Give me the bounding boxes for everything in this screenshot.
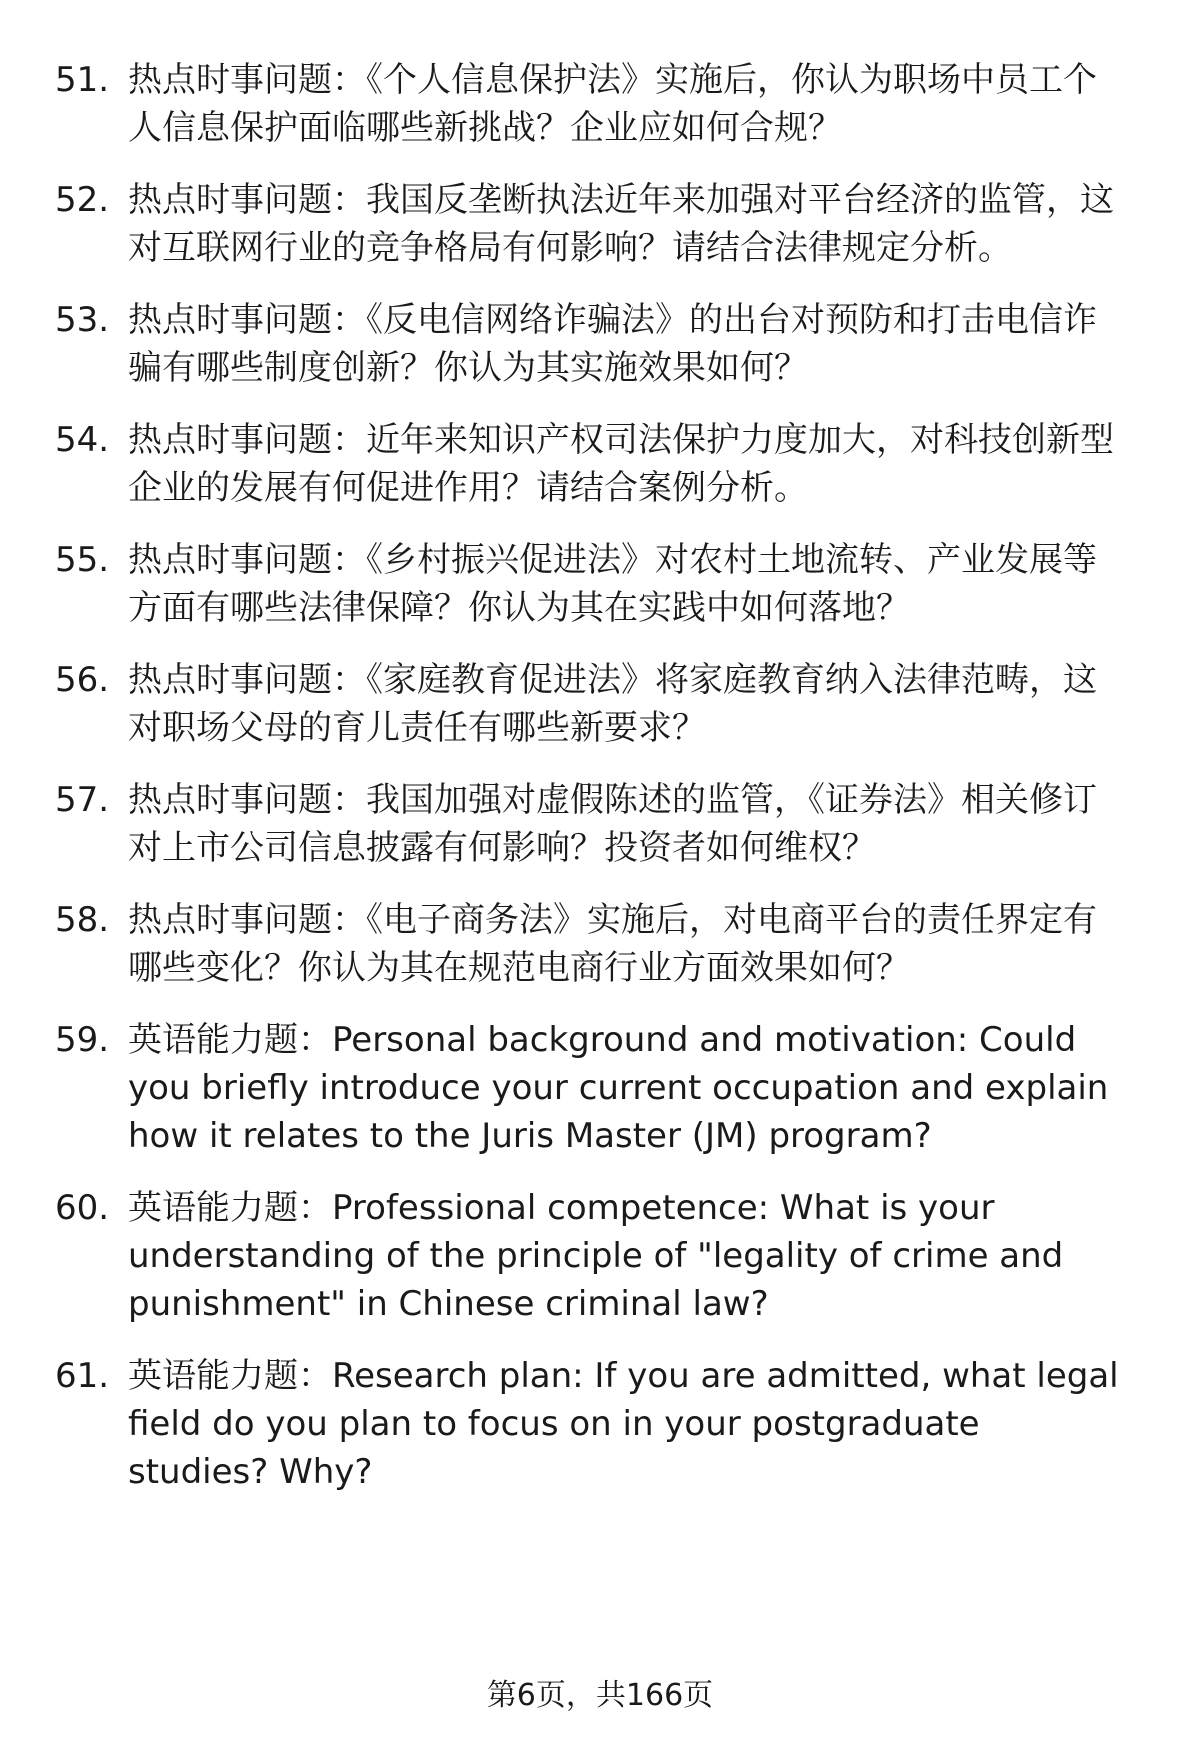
question-text: 热点时事问题：近年来知识产权司法保护力度加大，对科技创新型企业的发展有何促进作用？请结合案例分析。: [128, 420, 1114, 508]
question-text: 英语能力题：Professional competence: What is your understanding of the principle of "legality of crime and punishment" in Chinese criminal law?: [128, 1188, 1064, 1324]
question-item-59: [0, 1016, 1200, 1160]
question-item-53: [0, 296, 1200, 392]
question-text: 热点时事问题：《反电信网络诈骗法》的出台对预防和打击电信诈骗有哪些制度创新？你认为其实施效果如何？: [128, 300, 1097, 388]
question-text: 热点时事问题：我国反垄断执法近年来加强对平台经济的监管，这对互联网行业的竞争格局有何影响？请结合法律规定分析。: [128, 180, 1114, 268]
question-item-55: [0, 536, 1200, 632]
question-item-56: [0, 656, 1200, 752]
question-number: 53.: [55, 300, 110, 340]
question-item-52: [0, 176, 1200, 272]
question-number: 57.: [55, 780, 110, 820]
question-list: [0, 56, 1200, 1520]
question-number: 61.: [55, 1356, 110, 1396]
question-number: 51.: [55, 60, 110, 100]
question-number: 58.: [55, 900, 110, 940]
question-number: 60.: [55, 1188, 110, 1228]
question-text: 英语能力题：Personal background and motivation: Could you briefly introduce your current occupation and explain how it relates to the Juris Master (JM) program?: [128, 1020, 1109, 1156]
question-number: 52.: [55, 180, 110, 220]
question-item-51: [0, 56, 1200, 152]
page-number-footer: 第6页，共166页: [486, 1678, 714, 1713]
question-number: 56.: [55, 660, 110, 700]
question-text: 英语能力题：Research plan: If you are admitted, what legal field do you plan to focus on in your postgraduate studies? Why?: [128, 1356, 1119, 1492]
question-number: 55.: [55, 540, 110, 580]
question-item-61: [0, 1352, 1200, 1496]
question-text: 热点时事问题：《电子商务法》实施后，对电商平台的责任界定有哪些变化？你认为其在规范电商行业方面效果如何？: [128, 900, 1097, 988]
question-item-54: [0, 416, 1200, 512]
question-item-60: [0, 1184, 1200, 1328]
question-number: 54.: [55, 420, 110, 460]
question-text: 热点时事问题：《家庭教育促进法》将家庭教育纳入法律范畴，这对职场父母的育儿责任有哪些新要求？: [128, 660, 1097, 748]
question-number: 59.: [55, 1020, 110, 1060]
question-text: 热点时事问题：我国加强对虚假陈述的监管，《证券法》相关修订对上市公司信息披露有何影响？投资者如何维权？: [128, 780, 1097, 868]
question-text: 热点时事问题：《个人信息保护法》实施后，你认为职场中员工个人信息保护面临哪些新挑战？企业应如何合规？: [128, 60, 1097, 148]
question-item-57: [0, 776, 1200, 872]
question-item-58: [0, 896, 1200, 992]
question-text: 热点时事问题：《乡村振兴促进法》对农村土地流转、产业发展等方面有哪些法律保障？你认为其在实践中如何落地？: [128, 540, 1097, 628]
